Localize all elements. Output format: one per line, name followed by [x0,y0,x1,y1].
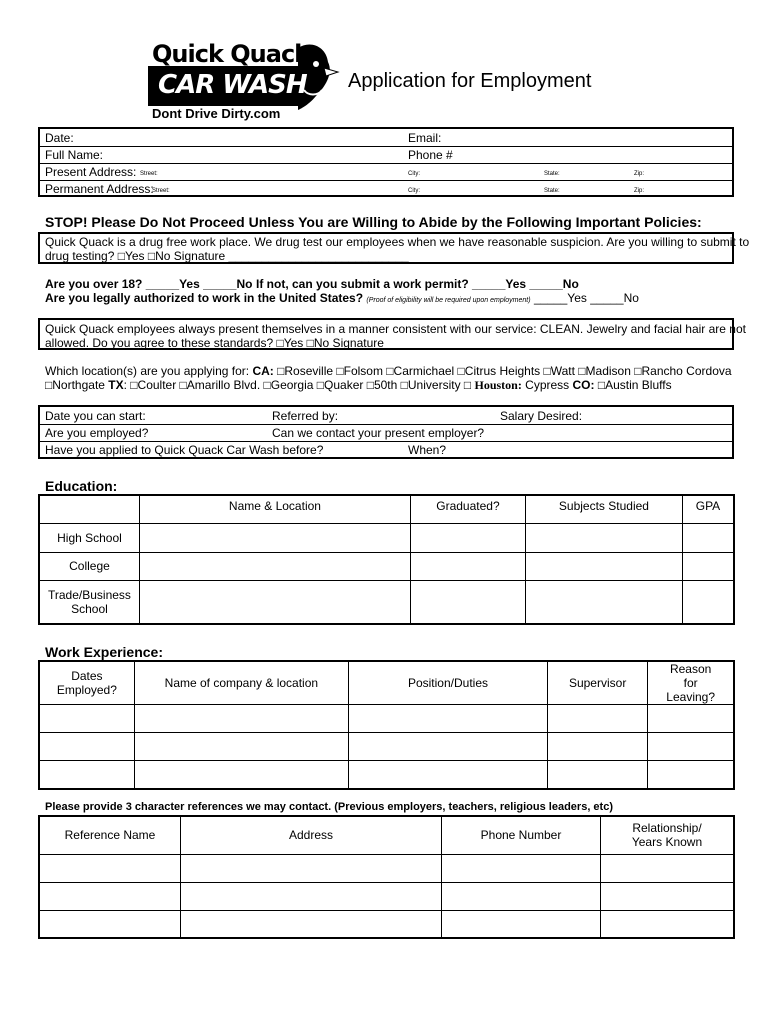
edu-row-label: Trade/Business School [39,580,139,624]
edu-row-label: College [39,552,139,580]
ref-cell[interactable] [601,882,735,910]
drug-policy-signature[interactable]: drug testing? □Yes □No Signature ___________________________ [45,249,409,263]
table-row [39,882,734,910]
ref-cell[interactable] [442,854,601,882]
street-label: Street: [140,171,158,177]
ref-cell[interactable] [442,910,601,938]
when-field[interactable]: When? [408,443,447,457]
work-cell[interactable] [39,733,134,761]
location-prefix: Which location(s) are you applying for: [45,364,253,378]
over-18-question[interactable]: Are you over 18? _____Yes _____No [45,277,253,291]
work-cell[interactable] [134,733,348,761]
logo-tagline: Dont Drive Dirty.com [152,106,281,121]
state-label: State: [544,188,560,194]
edu-cell[interactable] [410,552,525,580]
education-table [38,494,735,625]
work-cell[interactable] [134,705,348,733]
table-row [39,523,734,552]
personal-info-box [38,127,734,197]
work-col-dates: Dates Employed? [39,661,134,705]
ref-cell[interactable] [39,910,181,938]
ca-locations[interactable]: □Roseville □Folsom □Carmichael □Citrus Heights □Watt □Madison □Rancho Cordova [273,364,732,378]
ca-label: CA: [252,364,274,378]
table-row [39,705,734,733]
ref-cell[interactable] [181,910,442,938]
co-label: CO: [572,378,595,392]
ref-col-name: Reference Name [39,816,181,854]
table-row [39,552,734,580]
ref-cell[interactable] [39,882,181,910]
work-cell[interactable] [648,705,734,733]
work-cell[interactable] [547,733,647,761]
edu-cell[interactable] [410,523,525,552]
edu-cell[interactable] [682,552,734,580]
logo-line1: Quick Quack [152,40,310,68]
city-label: City: [408,188,420,194]
permanent-address-field[interactable]: Permanent Address: [45,182,154,196]
work-cell[interactable] [348,733,547,761]
work-col-supervisor: Supervisor [547,661,647,705]
northgate-option[interactable]: □Northgate [45,378,109,392]
houston-label: Houston: [474,378,522,392]
appearance-text: Quick Quack employees always present themselves in a manner consistent with our service: CLEAN. Jewelry and facial hair are not [45,322,746,336]
work-cell[interactable] [39,761,134,789]
table-row [39,854,734,882]
ref-cell[interactable] [39,854,181,882]
table-row [39,910,734,938]
email-field[interactable]: Email: [408,131,442,145]
location-line-2[interactable] [45,378,672,393]
work-cell[interactable] [39,705,134,733]
work-cell[interactable] [348,761,547,789]
full-name-field[interactable]: Full Name: [45,148,104,162]
ref-cell[interactable] [181,854,442,882]
work-cell[interactable] [648,761,734,789]
tx-label: TX [108,378,124,392]
salary-field[interactable]: Salary Desired: [500,409,583,423]
table-row [39,761,734,789]
references-table [38,815,735,939]
edu-cell[interactable] [682,580,734,624]
edu-cell[interactable] [525,523,682,552]
job-info-box [38,405,734,459]
drug-policy-text: Quick Quack is a drug free work place. We drug test our employees when we have reasonable suspicion. Are you willing to submit to [45,235,750,249]
edu-col-gpa: GPA [682,495,734,523]
logo-line2: CAR WASH [158,70,307,100]
edu-row-label: High School [39,523,139,552]
table-row [39,580,734,624]
edu-cell[interactable] [139,523,410,552]
applied-before-field[interactable]: Have you applied to Quick Quack Car Wash before? [45,443,324,457]
employed-field[interactable]: Are you employed? [45,426,149,440]
company-logo [148,40,340,122]
work-table [38,660,735,790]
phone-field[interactable]: Phone # [408,148,453,162]
cypress-option[interactable]: Cypress [521,378,573,392]
zip-label: Zip: [634,171,645,177]
edu-cell[interactable] [139,580,410,624]
referred-by-field[interactable]: Referred by: [272,409,339,423]
edu-col-subjects: Subjects Studied [525,495,682,523]
zip-label: Zip: [634,188,645,194]
start-date-field[interactable]: Date you can start: [45,409,146,423]
edu-cell[interactable] [139,552,410,580]
edu-cell[interactable] [410,580,525,624]
work-col-position: Position/Duties [348,661,547,705]
authorized-options[interactable]: _____Yes _____No [533,291,639,305]
ref-cell[interactable] [601,910,735,938]
appearance-signature[interactable]: allowed. Do you agree to these standards? □Yes □No Signature________________________________ [45,336,598,350]
work-permit-question[interactable]: If not, can you submit a work permit? _____Yes _____No [256,277,579,291]
city-label: City: [408,171,420,177]
ref-cell[interactable] [442,882,601,910]
references-heading: Please provide 3 character references we may contact. (Previous employers, teachers, religious leaders, etc) [45,801,613,813]
page-title: Application for Employment [348,70,592,92]
work-heading: Work Experience: [45,644,164,660]
drug-policy-box [38,232,750,264]
work-cell[interactable] [648,733,734,761]
stop-heading: STOP! Please Do Not Proceed Unless You are Willing to Abide by the Following Important Policies: [45,214,702,230]
ref-cell[interactable] [601,854,735,882]
work-cell[interactable] [547,761,647,789]
table-row [39,733,734,761]
contact-employer-field[interactable]: Can we contact your present employer? [272,426,485,440]
ref-col-relationship: Relationship/ Years Known [601,816,735,854]
co-locations[interactable]: □Austin Bluffs [594,378,672,392]
proof-note: (Proof of eligibility will be required upon employment) [366,297,531,304]
ref-col-phone: Phone Number [442,816,601,854]
education-heading: Education: [45,478,118,494]
edu-cell[interactable] [525,552,682,580]
ref-cell[interactable] [181,882,442,910]
tx-locations[interactable]: : □Coulter □Amarillo Blvd. □Georgia □Quaker □50th □University □ [123,378,475,392]
work-cell[interactable] [134,761,348,789]
authorized-question: Are you legally authorized to work in the United States? [45,291,364,305]
ref-col-address: Address [181,816,442,854]
work-cell[interactable] [348,705,547,733]
appearance-policy-box [38,318,746,350]
state-label: State: [544,171,560,177]
edu-cell[interactable] [682,523,734,552]
present-address-field[interactable]: Present Address: [45,165,137,179]
date-field[interactable]: Date: [45,131,74,145]
edu-col-name: Name & Location [139,495,410,523]
work-col-reason: Reason for Leaving? [648,661,734,705]
street-label: Street: [152,188,170,194]
work-col-company: Name of company & location [134,661,348,705]
location-line-1[interactable] [45,364,732,378]
edu-cell[interactable] [525,580,682,624]
work-cell[interactable] [547,705,647,733]
edu-col-graduated: Graduated? [410,495,525,523]
